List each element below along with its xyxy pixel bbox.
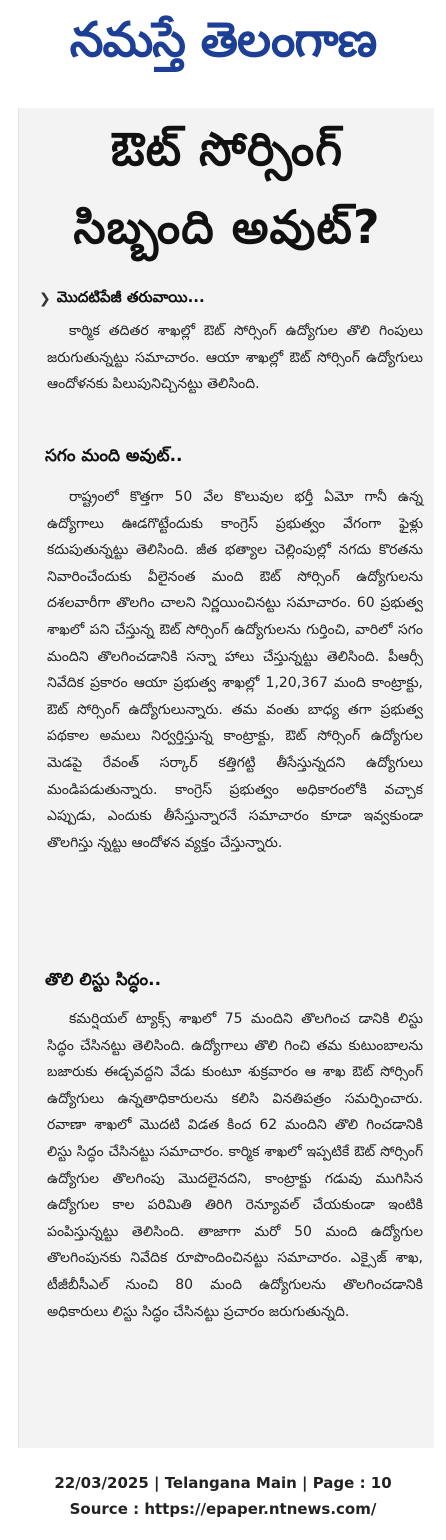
section-1-text: రాష్ట్రంలో కొత్తగా 50 వేల కొలువుల భర్తీ ఏమో గానీ ఉన్న ఉద్యోగాలు ఊడగొట్టేందుకు కాంగ్రెస్ ప్రభుత్వం వేగంగా ఫైళ్లు కదుపుతున్నట్టు తెలిసింది. జీత భత్యాల చెల్లింపుల్లో నగదు కొరతను నివారించేందుకు వీలైనంత మంది ఔట్ సోర్సింగ్ ఉద్యోగులను దశలవారీగా తొలగిం చాలని నిర్ణయించినట్టు సమాచారం. 60 ప్రభుత్వ శాఖలో పని చేస్తున్న ఔట్ సోర్సింగ్ ఉద్యోగులను గుర్తించి, వారిలో సగం మందిని తొలగించడానికి సన్నా హాలు చేస్తున్నట్టు తెలిసింది. పీఆర్సీ నివేదిక ప్రకారం ఆయా ప్రభుత్వ శాఖల్లో 1,20,367 మంది కాంట్రాక్టు, ఔట్ సోర్సింగ్ ఉద్యోగులున్నారు. తమ వంతు బాధ్య తగా ప్రభుత్వ పథకాల అమలు నిర్వర్తిస్తున్న కాంట్రాక్టు, ఔట్ సోర్సింగ్ ఉద్యోగుల మెడపై రేవంత్ సర్కార్ కత్తిగట్టి తీసేస్తున్నదని ఉద్యోగులు మండిపడుతున్నారు. కాంగ్రెస్ ప్రభుత్వం అధికారంలోకి వచ్చాక ఎప్పుడు, ఎందుకు తీసేస్తున్నారనే సమాచారం కూడా ఇవ్వకుండా తొలగిస్తు న్నట్టు ఆందోళన వ్యక్తం చేస్తున్నారు. — [47, 489, 423, 851]
subhead-1: సగం మంది అవుట్.. — [45, 446, 183, 466]
article-clipping — [18, 108, 434, 1448]
masthead-logo: నమస్తే తెలంగాణ — [69, 12, 377, 68]
newspaper-masthead — [0, 0, 446, 92]
section-2-text: కమర్షియల్ ట్యాక్స్ శాఖలో 75 మందిని తొలగించ డానికి లిస్టు సిద్ధం చేసినట్టు తెలిసింది. ఉద్యోగాలు తొలి గించి తమ కుటుంబాలను బజారుకు ఈడ్చవద్దని వేడు కుంటూ శుక్రవారం ఆ శాఖ ఔట్ సోర్సింగ్ ఉద్యోగులు ఉన్నతాధికారులను కలిసి వినతిపత్రం సమర్పించారు. రవాణా శాఖలో మొదటి విడత కింద 62 మందిని తొలి గించడానికి లిస్టు సిద్ధం చేసినట్టు సమాచారం. కార్మిక శాఖలో ఇప్పటికే ఔట్ సోర్సింగ్ ఉద్యోగుల తొలగింపు మొదలైనదని, కాంట్రాక్టు గడువు ముగిసిన ఉద్యోగుల కాల పరిమితి తిరిగి రెన్యూవల్ చేయకుండా ఇంటికి పంపిస్తున్నట్టు తెలిసింది. తాజాగా మరో 50 మంది ఉద్యోగుల తొలగింపునకు నివేదిక రూపొందించినట్టు సమాచారం. ఎక్సైజ్ శాఖ, టీజీబీసీఎల్ నుంచి 80 మంది ఉద్యోగులను తొలగించడానికి అధికారులు లిస్టు సిద్ధం చేసినట్టు ప్రచారం జరుగుతున్నది. — [47, 1011, 423, 1320]
intro-text: కార్మిక తదితర శాఖల్లో ఔట్ సోర్సింగ్ ఉద్యోగుల తొలి గింపులు జరుగుతున్నట్టు సమాచారం. ఆయా శాఖల్లో ఔట్ సోర్సింగ్ ఉద్యోగులు ఆందోళనకు పిలుపునిచ్చినట్టు తెలిసింది. — [47, 323, 423, 393]
footer-source: Source : https://epaper.ntnews.com/ — [69, 1500, 377, 1518]
intro-paragraph — [47, 318, 423, 398]
headline-line-2: సిబ్బంది అవుట్? — [73, 200, 381, 254]
headline-line-1: ఔట్ సోర్సింగ్ — [110, 122, 344, 176]
section-2-paragraph — [47, 1006, 423, 1325]
chevron-right-icon: ❯ — [39, 291, 51, 307]
footer-date-page: 22/03/2025 | Telangana Main | Page : 10 — [54, 1474, 392, 1492]
subhead-2: తొలి లిస్టు సిద్ధం.. — [45, 970, 162, 990]
continuation-text: మొదటిపేజీ తరువాయి... — [56, 288, 205, 306]
continuation-label — [39, 288, 205, 310]
section-1-paragraph — [47, 484, 423, 856]
